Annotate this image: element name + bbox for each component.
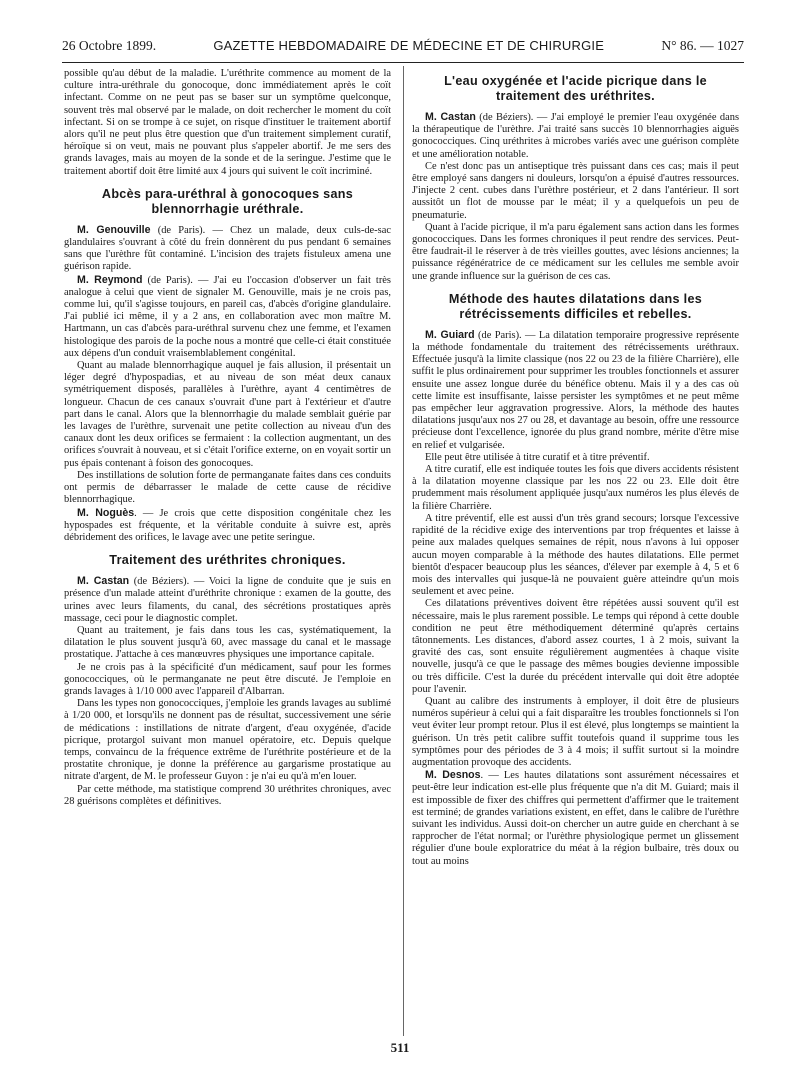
paragraph: Par cette méthode, ma statistique comprend 30 uréthrites chroniques, avec 28 guérisons complètes et définitives. [64, 783, 391, 807]
right-column [412, 68, 739, 868]
author-name: M. Castan [77, 575, 130, 588]
paragraph-genouville [64, 224, 391, 274]
left-column [64, 68, 391, 808]
paragraph: Des instillations de solution forte de permanganate faites dans ces conduits ont permis de débarrasser le malade de cette cause de récidive blennorrhagique. [64, 469, 391, 506]
page-header [62, 38, 744, 56]
author-name: M. Desnos [425, 769, 481, 782]
section-heading-hautes-dilatations: Méthode des hautes dilatations dans les rétrécissements difficiles et rebelles. [448, 291, 703, 321]
journal-title: GAZETTE HEBDOMADAIRE DE MÉDECINE ET DE CHIRURGIE [213, 38, 605, 53]
paragraph-castan [412, 111, 739, 161]
paragraph: Dans les types non gonococciques, j'emploie les grands lavages au sublimé à 1/20 000, et lorsqu'ils ne donnent pas de résultat, successivement une série de médications : instillations de nitrate d'argent, d'eau oxygénée, d'acide picrique, protargol suivant mon manuel opératoire, etc. Depuis quelque temps, convaincu de la fréquence extrême de l'uréthrite postérieure et de la prostatite chronique, je donne la préférence au gargarisme prostatique au nitrate d'argent, de M. le professeur Guyon : je n'ai eu qu'à m'en louer. [64, 698, 391, 783]
issue-page-number: N° 86. — 1027 [661, 38, 744, 53]
paragraph: Quant au malade blennorrhagique auquel je fais allusion, il présentait un léger degré d'hypospadias, et au niveau de son méat deux canaux symétriquement disposés, parallèles à l'urèthre, ayant 4 centimètres de longueur. Chacun de ces canaux s'ouvrait d'une part à l'extérieur et d'autre part dans le canal. Alors que la blennorrhagie du malade semblait guérie par les lavages de l'urèthre, survenait une petite collection au niveau d'un des canaux dont les deux orifices se fermaient : la collection augmentant, un des orifices s'ouvrait à nouveau, et si c'était l'orifice externe, on en voyait sortir un pus épais contenant à foison des gonocoques. [64, 360, 391, 469]
author-name: M. Genouville [77, 223, 151, 236]
paragraph: Je ne crois pas à la spécificité d'un médicament, sauf pour les formes gonococciques, où le permanganate ne peut être discuté. Je l'emploie en grands lavages à 1/10 000 avec l'appareil d'Albarran. [64, 661, 391, 697]
paragraph-text: (de Béziers). — Voici la ligne de conduite que je suis en présence d'un malade atteint d'uréthrite chronique : examen de la goutte, des urines avec leurs filaments, du canal, des sécrétions prostatiques après massage, ceci pour le diagnostic complet. [64, 576, 391, 624]
author-name: M. Noguès [77, 506, 135, 519]
paragraph: A titre préventif, elle est aussi d'un très grand secours; lorsque l'excessive rapidité de la récidive exige des interventions par trop fréquentes et laisse à peine aux malades quelques semaines de répit, nous n'avons à lui opposer aucun moyen comparable à la méthode des hautes dilatations. Elle permet bientôt d'espacer beaucoup plus les séances, d'élever par exemple à 4, 5 et 6 mois des intervalles qui jusque-là ne pouvaient guère atteindre qu'un mois seulement et avec peine. [412, 512, 739, 598]
header-rule [62, 62, 744, 63]
paragraph-continuation: possible qu'au début de la maladie. L'uréthrite commence au moment de la culture intra-uréthrale du gonocoque, donc immédiatement après le coït infectant. Comme on ne peut pas se baser sur un symptôme quelconque, souvent très mal observé par le malade, on doit rechercher le moment du coït infectant. Si on se trompe à ce sujet, on risque d'instituer le traitement abortif alors qu'il ne peut plus être question que d'un traitement simplement curatif, héroïque si on veut, mais ne pouvant plus s'appeler abortif. Je me sers des grands lavages, mais au moyen de la sonde et de la seringue. J'estime que le traitement abortif doit être limité aux 4 jours qui suivent le coït incriminé. [64, 68, 391, 177]
paragraph: Ces dilatations préventives doivent être répétées aussi souvent qu'il est nécessaire, mais le plus rarement possible. Le temps qui répond à cette double condition ne peut être méthodiquement déterminé qu'après certains tâtonnements. Les distances, d'abord assez courtes, 1 à 2 mois, suivant la gravité des cas, sont ensuite régulièrement augmentées à chaque visite nouvelle, jusqu'à ce que le passage des mêmes bougies devienne impossible ou très difficile. C'est la durée du précédent intervalle qui doit être adoptée pour l'avenir. [412, 598, 739, 695]
paragraph-castan [64, 575, 391, 625]
paragraph: Quant au traitement, je fais dans tous les cas, systématiquement, la dilatation le plus souvent jusqu'à 60, avec massage du canal et le massage prostatique. J'attache à ces manœuvres physiques une importance capitale. [64, 624, 391, 661]
page-signature: 511 [390, 1040, 410, 1055]
header-date: 26 Octobre 1899. [62, 38, 157, 53]
section-heading-abces: Abcès para-uréthral à gonocoques sans blennorrhagie uréthrale. [101, 186, 354, 216]
paragraph-desnos [412, 769, 739, 868]
author-name: M. Castan [425, 111, 476, 123]
paragraph-text: . — Je crois que cette disposition congénitale chez les hypospades est fréquente, et la véritable conduite à suivre est, après débridement des orifices, le lavage avec une petite seringue. [64, 507, 392, 543]
paragraph-text: (de Paris). — Chez un malade, deux culs-de-sac glandulaires s'ouvrant à côté du frein donnèrent du pus pendant 6 semaines sans que l'urèthre fût contaminé. L'incision des trajets fistuleux amena une guérison rapide. [64, 224, 391, 273]
paragraph-text: (de Paris). — La dilatation temporaire progressive représente la méthode fondamentale du traitement des rétrécissements uréthraux. Effectuée jusqu'à la limite classique (nos 22 ou 23 de la filière Charrière), elle suffit le plus ordinairement pour supprimer les troubles fonctionnels et assurer ensuite une assez longue durée du bénéfice obtenu. Mais il y a des cas où cette limite est insuffisante, laisse persister les symptômes et ne peut même pas empêcher leur aggravation progressive. Alors, la méthode des hautes dilatations jusqu'aux nos 27 ou 28, et davantage au besoin, offre une ressource précieuse dont l'excellence, ignorée du plus grand nombre, mérite d'être mise en relief et vulgarisée. [412, 329, 739, 451]
paragraph: Quant à l'acide picrique, il m'a paru également sans action dans les formes gonococciques. Dans les formes chroniques il peut rendre des services. Peut-être faudrait-il le réserver à de très vieilles gouttes, avec lésions anciennes; la puissance régénératrice de ce médicament sur les cellules me semble avoir une grande influence sur la guérison de ces cas. [412, 221, 739, 282]
paragraph: A titre curatif, elle est indiquée toutes les fois que divers accidents résistent à la dilatation moyenne classique par les nos 22 ou 23. Elle doit être prudemment mais résolument appliquée jusqu'aux numéros les plus élevés de la filière Charrière. [412, 464, 739, 512]
section-heading-uretrites-chroniques: Traitement des uréthrites chroniques. [109, 553, 346, 568]
author-name: M. Reymond [77, 273, 143, 286]
paragraph-text: (de Béziers). — J'ai employé le premier l'eau oxygénée dans la thérapeutique de l'urèthre. J'ai traité sans succès 10 blennorrhagies aiguës gonococciques. Cinq uréthrites à microbes variés avec une guérison complète et une amélioration notable. [412, 112, 740, 160]
paragraph: Ce n'est donc pas un antiseptique très puissant dans ces cas; mais il peut être employé sans dangers ni douleurs, lorsqu'on a épuisé d'autres ressources. J'injecte 2 cent. cubes dans l'urèthre postérieur, et 2 dans l'antérieur. Il sort aussitôt un flot de mousse par le méat; il y a quelquefois un peu de pneumaturie. [412, 160, 739, 221]
paragraph-nogues [64, 507, 391, 545]
paragraph-reymond [64, 274, 391, 360]
column-divider [403, 66, 404, 1036]
paragraph: Quant au calibre des instruments à employer, il doit être de plusieurs numéros supérieur à celui qui a fait disparaître les troubles fonctionnels si l'on veut éviter leur prompt retour. Plus il est élevé, plus longtemps se maintient la guérison. Un très petit calibre suffit toutefois quand il supprime tous les symptômes pour des périodes de 3 à 4 mois; il suffit surtout si la moindre augmentation provoque des accidents. [412, 695, 739, 768]
author-name: M. Guiard [425, 328, 475, 341]
section-heading-eau-oxygenee: L'eau oxygénée et l'acide picrique dans le traitement des uréthrites. [444, 74, 707, 103]
paragraph: Elle peut être utilisée à titre curatif et à titre préventif. [425, 451, 650, 463]
paragraph-text: . — Les hautes dilatations sont assurément nécessaires et peut-être leur indication est-elle plus fréquente que n'a dit M. Guiard; mais il est impossible de fixer des chiffres qui permettent d'affirmer que le traitement est terminé; de grandes variations existent, en effet, dans le calibre de l'urèthre suivant les individus. Aussi doit-on chercher un autre guide en cherchant à se rapprocher de l'état normal; or l'urèthre physiologique permet un glissement régulier d'une boule exploratrice du méat à la région bulbaire, très doux ou tout au moins [412, 770, 740, 867]
paragraph-text: (de Paris). — J'ai eu l'occasion d'observer un fait très analogue à celui que vient de signaler M. Genouville, mais je ne crois pas, comme lui, qu'il s'agisse toujours, en pareil cas, d'abcès d'origine glandulaire. J'ai publié ici même, il y a 2 ans, en collaboration avec mon maître M. Hartmann, un cas d'abcès para-uréthral survenu chez une femme, et l'examen histologique des parois de la poche nous a montré que celle-ci était constituée aux dépens d'un conduit vraisemblablement congénital. [64, 274, 391, 359]
paragraph-guiard [412, 329, 739, 452]
